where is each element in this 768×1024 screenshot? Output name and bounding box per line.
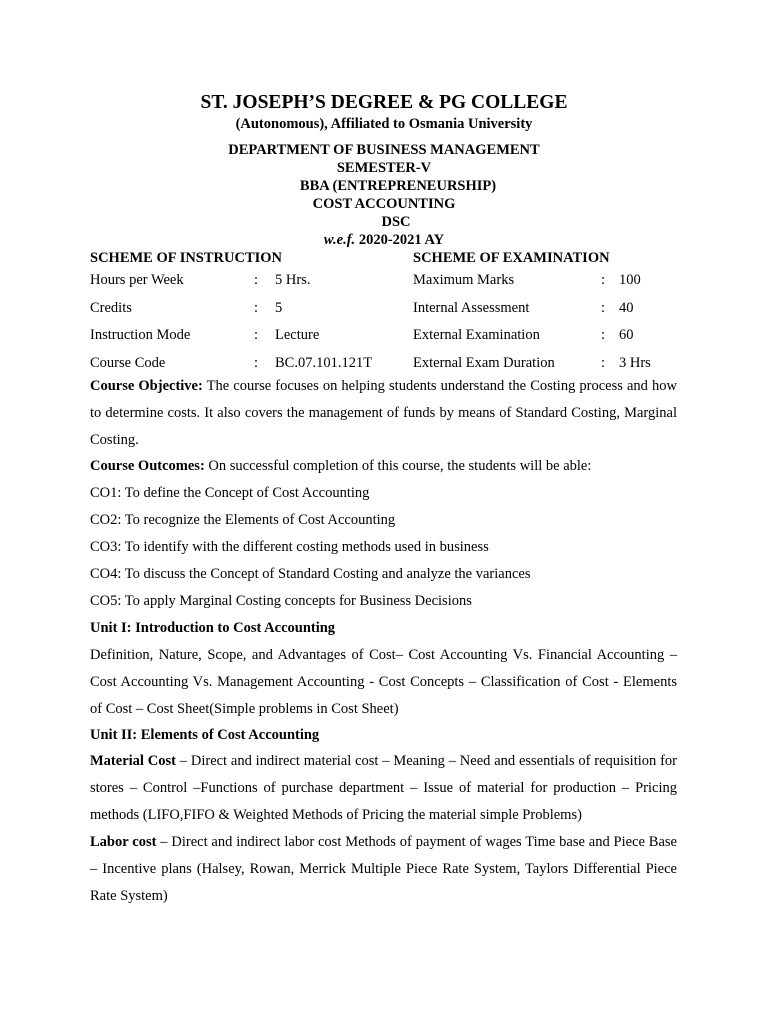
- instruction-label: Instruction Mode: [90, 327, 191, 343]
- examination-value: 60: [619, 327, 634, 343]
- instruction-value: BC.07.101.121T: [275, 355, 373, 371]
- instruction-label: Credits: [90, 300, 132, 316]
- scheme-row: [0, 327, 768, 347]
- instruction-label: Course Code: [90, 355, 166, 371]
- instruction-value: 5 Hrs.: [275, 272, 311, 288]
- examination-label: External Examination: [413, 327, 540, 343]
- course-objective: [90, 373, 677, 454]
- examination-heading: SCHEME OF EXAMINATION: [413, 250, 610, 266]
- objective-text: The course focuses on helping students understand the Costing process and how to determine costs. It also covers the management of funds by means of Standard Costing, Marginal Costing.: [90, 378, 678, 448]
- examination-value: 100: [619, 272, 641, 288]
- objective-label: Course Objective:: [90, 378, 203, 394]
- instruction-value: 5: [275, 300, 283, 316]
- examination-label: External Exam Duration: [413, 355, 555, 371]
- wef-label: w.e.f.: [323, 232, 356, 248]
- course-outcomes-intro: [90, 458, 591, 475]
- separator: :: [601, 272, 606, 288]
- separator: :: [254, 327, 259, 343]
- instruction-value: Lecture: [275, 327, 320, 343]
- scheme-row: [0, 272, 768, 292]
- labor-cost: [90, 829, 677, 910]
- college-name: ST. JOSEPH’S DEGREE & PG COLLEGE: [200, 92, 568, 113]
- examination-value: 40: [619, 300, 634, 316]
- instruction-heading: SCHEME OF INSTRUCTION: [90, 250, 283, 266]
- labor-label: Labor cost: [90, 834, 157, 850]
- separator: :: [254, 272, 259, 288]
- labor-text: – Direct and indirect labor cost Methods of payment of wages Time base and Piece Base – Incentive plans (Halsey, Rowan, Merrick Multiple Piece Rate System, Taylors Differential Piece Rate System): [90, 834, 677, 904]
- instruction-label: Hours per Week: [90, 272, 184, 288]
- unit2-title: Unit II: Elements of Cost Accounting: [90, 727, 320, 743]
- scheme-row: [0, 300, 768, 320]
- scheme-row: [0, 355, 768, 375]
- outcomes-label: Course Outcomes:: [90, 458, 205, 474]
- program: BBA (ENTREPRENEURSHIP): [299, 178, 497, 194]
- unit1-title: Unit I: Introduction to Cost Accounting: [90, 620, 336, 636]
- separator: :: [601, 355, 606, 371]
- examination-label: Maximum Marks: [413, 272, 515, 288]
- outcome-item: CO5: To apply Marginal Costing concepts for Business Decisions: [90, 593, 472, 609]
- outcome-item: CO2: To recognize the Elements of Cost Accounting: [90, 512, 396, 528]
- outcome-item: CO1: To define the Concept of Cost Accounting: [90, 485, 370, 501]
- material-label: Material Cost: [90, 753, 176, 769]
- semester: SEMESTER-V: [336, 160, 432, 176]
- category: DSC: [381, 214, 411, 230]
- outcome-item: CO4: To discuss the Concept of Standard Costing and analyze the variances: [90, 566, 531, 582]
- examination-value: 3 Hrs: [619, 355, 651, 371]
- separator: :: [601, 327, 606, 343]
- outcomes-intro: On successful completion of this course, the students will be able:: [204, 458, 592, 474]
- separator: :: [254, 355, 259, 371]
- separator: :: [254, 300, 259, 316]
- outcome-item: CO3: To identify with the different costing methods used in business: [90, 539, 489, 555]
- examination-label: Internal Assessment: [413, 300, 530, 316]
- material-cost: [90, 748, 677, 829]
- unit1-text: Definition, Nature, Scope, and Advantages of Cost– Cost Accounting Vs. Financial Accounting – Cost Accounting Vs. Management Accounting - Cost Concepts – Classification of Cost - Elements of Cost – Cost Sheet(Simple problems in Cost Sheet): [90, 647, 677, 717]
- subject: COST ACCOUNTING: [312, 196, 456, 212]
- affiliation: (Autonomous), Affiliated to Osmania University: [235, 116, 533, 132]
- material-text: – Direct and indirect material cost – Meaning – Need and essentials of requisition for stores – Control –Functions of purchase department – Issue of material for production – Pricing methods (LIFO,FIFO & Weighted Methods of Pricing the material simple Problems): [90, 753, 677, 823]
- department: DEPARTMENT OF BUSINESS MANAGEMENT: [228, 142, 540, 158]
- effective-year: [0, 232, 768, 249]
- separator: :: [601, 300, 606, 316]
- wef-year: 2020-2021 AY: [358, 232, 445, 248]
